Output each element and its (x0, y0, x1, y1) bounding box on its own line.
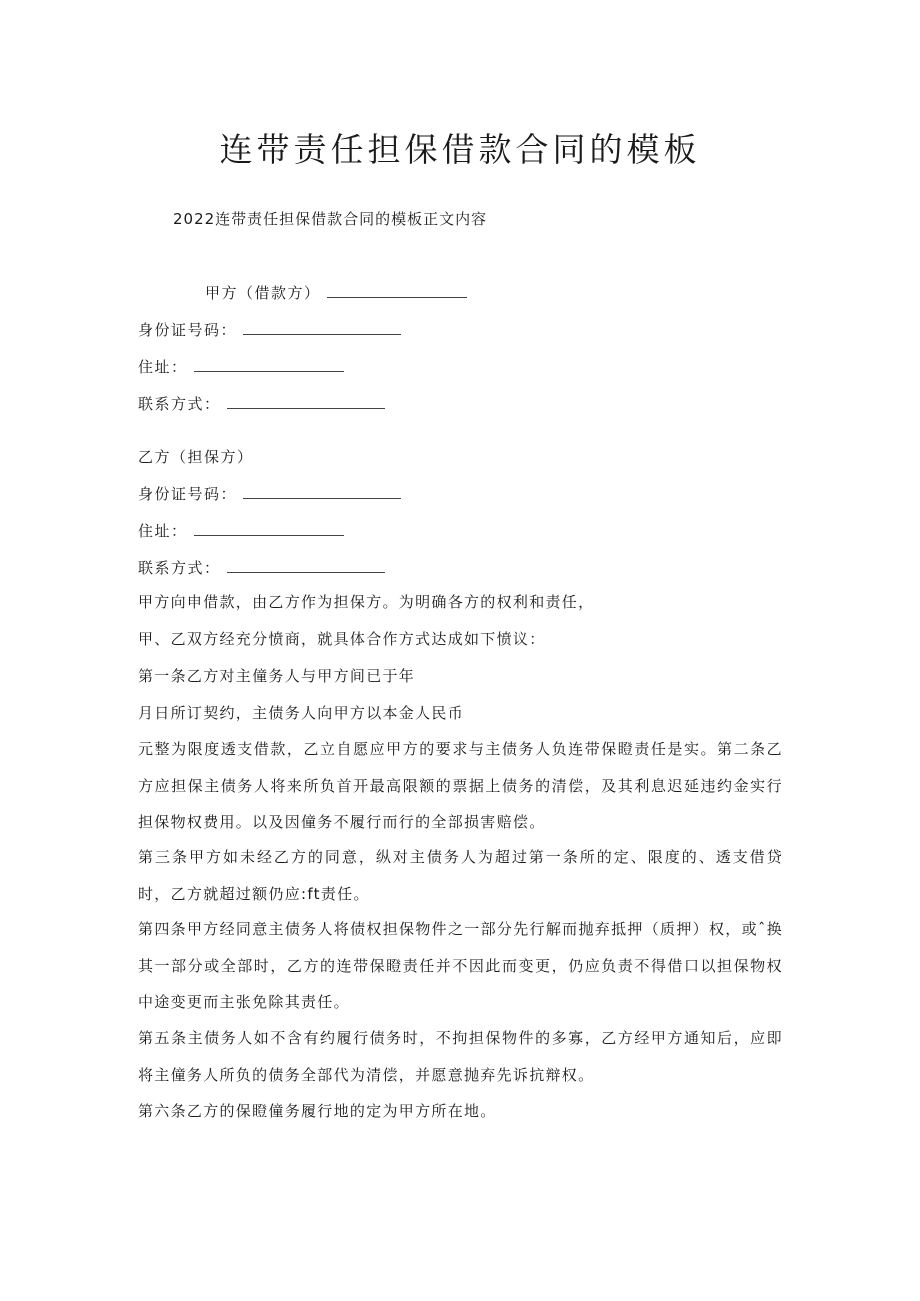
party-a-contact-line (138, 393, 385, 414)
paragraph-article-1-part-1: 第一条乙方对主僮务人与甲方间已于年 (138, 667, 416, 685)
paragraph-article-5: 第五条主债务人如不含有约履行债务时，不拘担保物件的多寡，乙方经甲方通知后，应即将主僮务人所负的债务全部代为清偿，并愿意抛弃先诉抗辩权。 (138, 1029, 783, 1084)
party-a-address-blank (194, 359, 344, 372)
paragraph-article-1-2: 元整为限度透支借款，乙立自愿应甲方的要求与主债务人负连带保瞪责任是实。第二条乙方应担保主债务人将来所负首开最高限额的票据上债务的清偿，及其利息迟延违约金实行担保物权费用。以及因僮务不履行而行的全部损害赔偿。 (138, 740, 783, 831)
party-b-id-label: 身份证号码： (138, 485, 238, 503)
party-b-contact-blank (227, 560, 385, 573)
party-a-contact-blank (227, 396, 385, 409)
paragraph-article-1-part-2: 月日所订契约，主债务人向甲方以本金人民币 (138, 704, 465, 722)
party-b-address-blank (194, 523, 344, 536)
party-a-id-blank (243, 322, 401, 335)
party-b-address-label: 住址： (138, 522, 188, 540)
party-a-heading: 甲方（借款方） (205, 284, 321, 302)
party-a-contact-label: 联系方式： (138, 395, 221, 413)
party-a-name-blank (327, 285, 467, 298)
party-a-id-label: 身份证号码： (138, 321, 238, 339)
paragraph-consultation: 甲、乙双方经充分愤商，就具体合作方式达成如下愤议： (138, 630, 546, 648)
document-subtitle: 2022连带责任担保借款合同的模板正文内容 (173, 210, 488, 228)
document-title: 连带责任担保借款合同的模板 (219, 130, 701, 169)
party-a-id-line (138, 319, 401, 340)
paragraph-article-4: 第四条甲方经同意主债务人将债权担保物件之一部分先行解而抛弃抵押（质押）权，或ˆ换其一部分或全部时，乙方的连带保瞪责任并不因此而变更，仍应负责不得借口以担保物权中途变更而主张免除其责任。 (138, 920, 783, 1011)
paragraph-article-6: 第六条乙方的保瞪僮务履行地的定为甲方所在地。 (138, 1102, 497, 1120)
party-b-contact-label: 联系方式： (138, 559, 221, 577)
paragraph-article-3: 第三条甲方如未经乙方的同意，纵对主债务人为超过第一条所的定、限度的、透支借贷时，乙方就超过额仍应:ft责任。 (138, 848, 783, 903)
party-b-id-line (138, 483, 401, 504)
party-b-contact-line (138, 557, 385, 578)
paragraph-intro: 甲方向申借款，由乙方作为担保方。为明确各方的权利和责任， (138, 593, 595, 611)
party-b-address-line (138, 520, 344, 541)
party-a-heading-line (205, 282, 467, 303)
party-b-id-blank (243, 486, 401, 499)
party-b-heading: 乙方（担保方） (138, 448, 254, 466)
party-a-address-line (138, 356, 344, 377)
party-b-heading-line (138, 446, 254, 467)
party-a-address-label: 住址： (138, 358, 188, 376)
